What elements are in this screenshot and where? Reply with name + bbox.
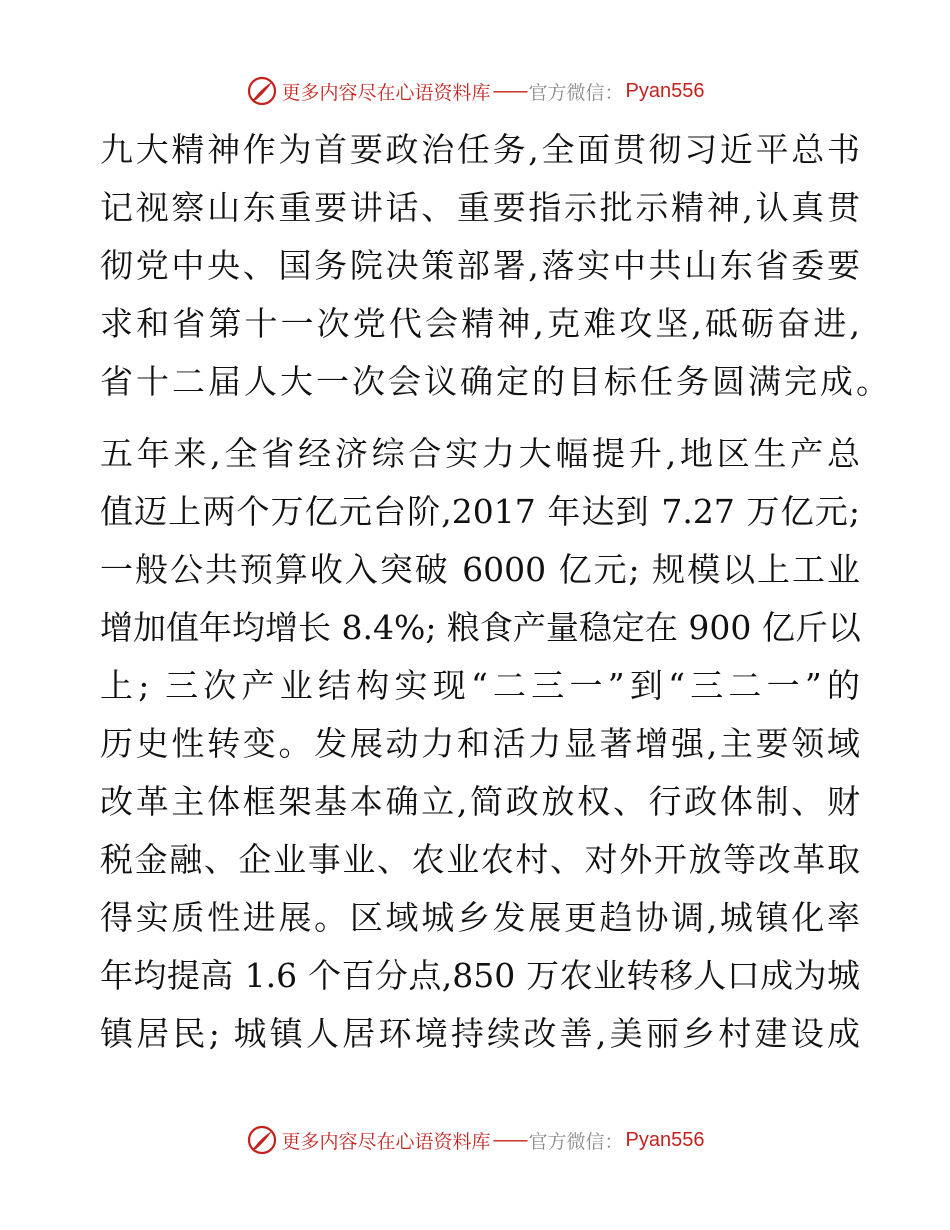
text-line: 上; 三次产业结构实现“二三一”到“三二一”的 — [100, 666, 860, 705]
banner-wechat-id: Pyan556 — [625, 1128, 705, 1151]
header-watermark-banner — [0, 71, 950, 111]
text-line: 九大精神作为首要政治任务,全面贯彻习近平总书 — [100, 130, 860, 169]
banner-dash: —— — [492, 1129, 527, 1151]
text-line: 税金融、企业事业、农业农村、对外开放等改革取 — [100, 840, 860, 879]
text-line: 值迈上两个万亿元台阶,2017 年达到 7.27 万亿元; — [100, 492, 860, 531]
text-line: 历史性转变。发展动力和活力显著增强,主要领域 — [100, 724, 860, 763]
banner-wechat-label: 官方微信： — [528, 1130, 624, 1153]
banner-text: 更多内容尽在心语资料库 — [281, 1130, 491, 1153]
banner-text: 更多内容尽在心语资料库 — [281, 81, 491, 104]
text-line: 一般公共预算收入突破 6000 亿元; 规模以上工业 — [100, 550, 860, 589]
text-line: 年均提高 1.6 个百分点,850 万农业转移人口成为城 — [100, 956, 860, 995]
text-line: 五年来,全省经济综合实力大幅提升,地区生产总 — [100, 434, 860, 473]
quill-pen-logo-icon — [246, 1124, 278, 1156]
footer-watermark-banner — [0, 1120, 950, 1160]
text-line: 镇居民; 城镇人居环境持续改善,美丽乡村建设成 — [100, 1014, 860, 1053]
quill-pen-logo-icon — [246, 75, 278, 107]
text-line: 增加值年均增长 8.4%; 粮食产量稳定在 900 亿斤以 — [100, 608, 861, 647]
banner-wechat-label: 官方微信： — [528, 81, 624, 104]
text-line: 省十二届人大一次会议确定的目标任务圆满完成。 — [100, 362, 892, 401]
banner-wechat-id: Pyan556 — [625, 79, 705, 102]
text-line: 记视察山东重要讲话、重要指示批示精神,认真贯 — [100, 188, 860, 227]
text-line: 改革主体框架基本确立,简政放权、行政体制、财 — [100, 782, 860, 821]
banner-dash: —— — [492, 80, 527, 102]
text-line: 求和省第十一次党代会精神,克难攻坚,砥砺奋进, — [100, 304, 860, 343]
text-line: 彻党中央、国务院决策部署,落实中共山东省委要 — [100, 246, 860, 285]
text-line: 得实质性进展。区域城乡发展更趋协调,城镇化率 — [100, 898, 860, 937]
